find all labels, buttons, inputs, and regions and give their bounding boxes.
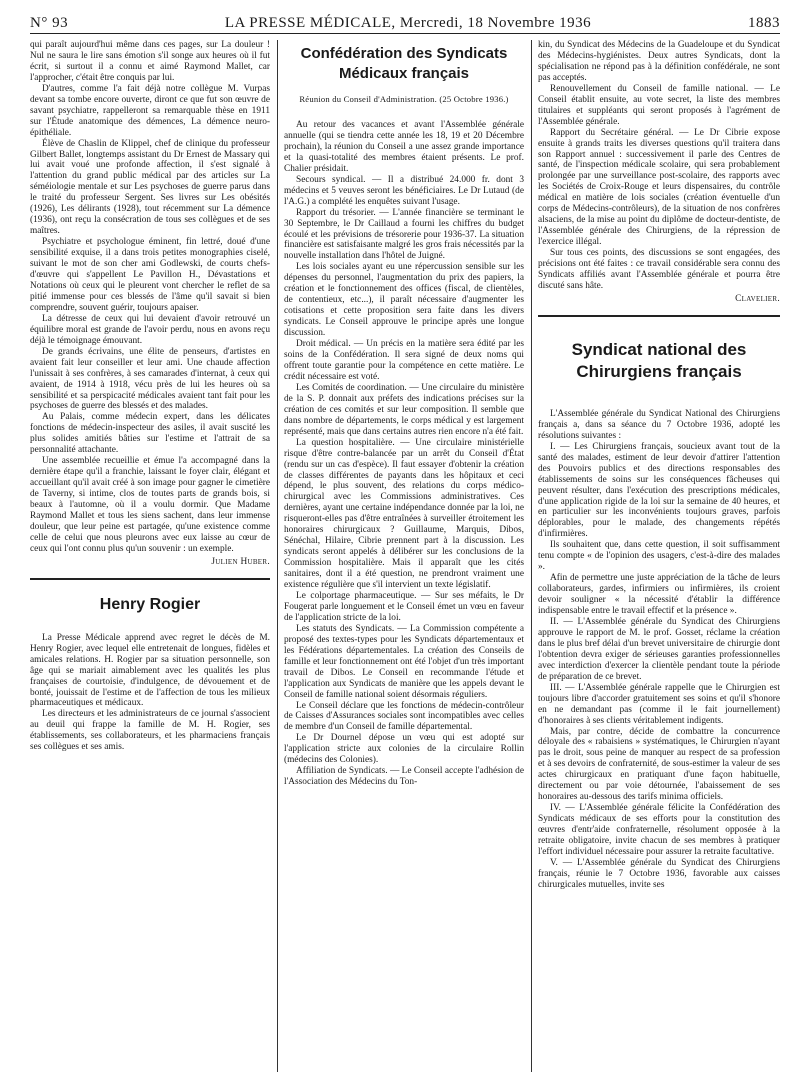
- paragraph: Le Conseil déclare que les fonctions de médecin-contrôleur de Caisses d'Assurances sociales sont incompatibles avec celles de membre d'un Conseil de famille départemental.: [284, 700, 524, 733]
- column-left: [30, 40, 270, 1072]
- header-rule: [30, 33, 780, 34]
- section-title-henry-rogier: Henry Rogier: [99, 595, 201, 613]
- paragraph: La Presse Médicale apprend avec regret le décès de M. Henry Rogier, avec lequel elle entretenait de longues, fidèles et amicales relations. H. Rogier par sa situation personnelle, son âge qui se mariait aimablement avec les qualités les plus françaises de courtoisie, d'indulgence, de dévouement et de bonté, jouissait de l'estime et de l'affection de tous les milieux pharmaceutiques et médicaux.: [30, 632, 270, 709]
- paragraph: Sur tous ces points, des discussions se sont engagées, des précisions ont été faites : ce travail considérable sera connu des Syndicats affiliés avant l'Assemblée générale et pourra être discuté sans hâte.: [538, 248, 780, 291]
- paragraph: La détresse de ceux qui lui devaient d'avoir retrouvé un équilibre moral est grande de l'avoir perdu, nous en avons reçu déjà le témoignage émouvant.: [30, 313, 270, 346]
- column-divider: [531, 40, 532, 1072]
- paragraph: I. — Les Chirurgiens français, soucieux avant tout de la santé des malades, estiment de leur devoir d'attirer l'attention des Pouvoirs publics et des directions responsables des établissements de soins sur les conséquences fâcheuses qui peuvent résulter, dans l'exécution des prescriptions médicales, d'une application rigide de la loi sur la semaine de 40 heures, et en particulier sur les inconvénients toujours graves, parfois déplorables, pour le malade, des changements répétés d'infirmières.: [538, 441, 780, 540]
- paragraph: Rapport du Secrétaire général. — Le Dr Cibrie expose ensuite à grands traits les diverses questions qu'il traitera dans son Rapport annuel : successivement il parle des Centres de santé, de l'inspection médicale scolaire, qui sera probablement prolongée par une surveillance post-scolaire, des rapports avec les Sociétés de Croix-Rouge et leurs dispensaires, du contrôle médical en matière de lois sociales (création éventuelle d'un corps de Médecins-contrôleurs), de la situation de nos confrères alsaciens, de la mise au point du diplôme de docteur-dentiste, de l'Assemblée générale des Chirurgiens, de la répression de l'exercice illégal.: [538, 127, 780, 248]
- journal-title: LA PRESSE MÉDICALE, Mercredi, 18 Novembre 1936: [224, 15, 592, 31]
- paragraph: Élève de Chaslin de Klippel, chef de clinique du professeur Gilbert Ballet, longtemps assistant du Dr Ernest de Massary qui lui avait voué une profonde affection, il s'est signalé à l'attention du grand public médical par des articles sur La séméiologie mentale et sur Les psychoses de guerre parus dans le traité du professeur Sergent. Ses livres sur Les obésités (1926), Les délirants (1928), tout récemment sur La démence (1936), ont reçu la consécration de tous ses collègues et de ses maîtres.: [30, 138, 270, 237]
- paragraph: Secours syndical. — Il a distribué 24.000 fr. dont 3 médecins et 5 veuves seront les bénéficiaires. Le Dr Lutaud (de l'A.G.) a complété les enquêtes suivant l'usage.: [284, 174, 524, 207]
- paragraph: L'Assemblée générale du Syndicat National des Chirurgiens français a, dans sa séance du 7 Octobre 1936, adopté les résolutions suivantes :: [538, 408, 780, 441]
- paragraph: D'autres, comme l'a fait déjà notre collègue M. Vurpas devant sa tombe encore ouverte, diront ce que fut son œuvre de savant psychiatre, rappelleront sa remarquable thèse en 1911 sur l'Étude anatomique des démences, La démence neuro-épithéliale.: [30, 83, 270, 138]
- paragraph: Une assemblée recueillie et émue l'a accompagné dans la dernière étape qu'il a franchie, laissant le foyer clair, élégant et accueillant qu'il avait créé à son image pour gagner le cimetière de Taverny, si intime, clos de toutes parts de grands bois, si beaux à l'automne, où il a voulu dormir. Que Madame Raymond Mallet et tous les siens sachent, dans leur immense douleur, que leur peine est partagée, qu'une existence comme celle de celui que nous pleurons avec eux laisse au cœur de ceux qui l'ont connu plus qu'un souvenir : un exemple.: [30, 456, 270, 554]
- paragraph: qui paraît aujourd'hui même dans ces pages, sur La douleur ! Nul ne saura le lire sans émotion s'il songe aux heures où il fut écrit, si surtout il a connu et aimé Raymond Mallet, car l'approcher, c'était être conquis par lui.: [30, 40, 270, 83]
- paragraph: Psychiatre et psychologue éminent, fin lettré, doué d'une sensibilité exquise, il a dans trois petites monographies ciselé, suivant le mot de son cher ami Godlewski, de courts chefs-d'œuvre qui s'appellent Le Pavillon H., Dévastations et Notations où ceux qui le pleurent vont chercher le reflet de sa pitié immense pour ces blessés de l'âme qu'il savait si bien comprendre, souvent guérir, toujours apaiser.: [30, 237, 270, 313]
- paragraph: Le Dr Dournel dépose un vœu qui est adopté sur l'application stricte aux colonies de la circulaire Rollin (médecins des Colonies).: [284, 733, 524, 766]
- issue-number: N° 93: [30, 15, 69, 31]
- paragraph: kin, du Syndicat des Médecins de la Guadeloupe et du Syndicat des Médecins-hygiénistes. Deux autres Syndicats, dont la spécialisation ne répond pas à la définition confédérale, ne sont pas acceptés.: [538, 40, 780, 83]
- paragraph: Ils souhaitent que, dans cette question, il soit suffisamment tenu compte « de l'opinion des usagers, c'est-à-dire des malades ».: [538, 540, 780, 573]
- article-columns: [30, 40, 780, 1075]
- paragraph: Mais, par contre, décide de combattre la concurrence déloyale des « rabaisiens » systématiques, le Chirurgien n'ayant pas le droit, sous peine de manquer au respect de sa profession et à ses devoirs de confraternité, de sous-estimer la valeur de ses actes chirurgicaux en pratiquant d'une façon habituelle, directement ou par voie détournée, l'abaissement de ses honoraires au-dessous des tarifs minima officiels.: [538, 726, 780, 803]
- paragraph: Droit médical. — Un précis en la matière sera édité par les soins de la Confédération. Il sera signé de deux noms qui offrent toute garantie pour la compétence en cette matière. Le crédit nécessaire est voté.: [284, 339, 524, 382]
- paragraph: II. — L'Assemblée générale du Syndicat des Chirurgiens approuve le rapport de M. le prof. Gosset, réclame la création dans le plus bref délai d'un brevet universitaire de chirurgie dont l'obtention devra exiger de sérieuses garanties professionnelles avec interdiction d'exercer la clientèle pendant toute la période de préparation de ce brevet.: [538, 616, 780, 682]
- column-divider: [277, 40, 278, 1072]
- paragraph: III. — L'Assemblée générale rappelle que le Chirurgien est toujours libre d'accorder gratuitement ses soins et qu'il s'honore en ne demandant pas (comme il le fait journellement) d'honoraires à ses clients véritablement indigents.: [538, 682, 780, 726]
- paragraph: Afin de permettre une juste appréciation de la tâche de leurs collaborateurs, gardes, infirmiers ou infirmières, ils croient devoir souligner « la nécessité d'établir la différence indispensable entre le travail effectif et la présence ».: [538, 573, 780, 617]
- paragraph: De grands écrivains, une élite de penseurs, d'artistes en avaient fait leur conseiller et leur ami. Une chaude affection l'unissait à ses confrères, à ses camarades d'internat, à ceux qui avaient, de 1914 à 1918, vécu près de lui les heures où sa sensibilité et sa perspicacité médicales avaient tant fait pour les psychoses de guerre des blessés et des malades.: [30, 346, 270, 412]
- paragraph: La question hospitalière. — Une circulaire ministérielle risque d'être contre-balancée par un arrêt du Conseil d'État (rendu sur un cas d'espèce). Il faut essayer d'obtenir la création de classes différentes de payants dans les hôpitaux et ceci dépend, le plus souvent, des relations du corps médico-chirurgical avec les Commissions administratives. Ces dernières, ayant une certaine indépendance donnée par la loi, ne risqueront-elles pas d'être entraînées à surveiller étroitement les honoraires chirurgicaux ? Guillaume, Marquis, Dibos, Sénéchal, Hilaire, Cibrie prennent part à la discussion. Les syndicats seront appelés à délibérer sur les conclusions de la Commission hospitalière. Mais il apparaît que les cités sanitaires, dont il a été question, ne prendront vraiment une existence régulière que s'il intervient un texte législatif.: [284, 437, 524, 591]
- author-signature: Julien Huber.: [211, 556, 270, 567]
- paragraph: Le colportage pharmaceutique. — Sur ses méfaits, le Dr Fougerat parle longuement et le Conseil émet un vœu en faveur de l'application stricte de la loi.: [284, 590, 524, 623]
- section-separator: [538, 315, 780, 317]
- paragraph: Affiliation de Syndicats. — Le Conseil accepte l'adhésion de l'Association des Médecins du Ton-: [284, 766, 524, 788]
- page-header: [30, 8, 780, 32]
- paragraph: Les Comités de coordination. — Une circulaire du ministère de la S. P. donnait aux préfets des indications précises sur la création de ces comités et sur leur composition. Il semble que dans nombre de départements, le corps médical y est largement représenté, mais que dans certains autres rien encore n'a été fait.: [284, 382, 524, 437]
- paragraph: Les statuts des Syndicats. — La Commission compétente a proposé des textes-types pour les Syndicats départementaux et les Fédérations départementales. La création des Conseils de famille et leur fonctionnement ont été l'objet d'un très important travail de Dibos. Le Conseil en recommande l'étude et l'application aux Syndicats de manière que les appels devant le Conseil de famille national soient désormais réguliers.: [284, 623, 524, 700]
- paragraph: V. — L'Assemblée générale du Syndicat des Chirurgiens français, réunie le 7 Octobre 1936, favorable aux caisses chirurgicales mutuelles, invite ses: [538, 857, 780, 890]
- column-middle: [284, 40, 524, 1072]
- paragraph: IV. — L'Assemblée générale félicite la Confédération des Syndicats médicaux de ses efforts pour la constitution des œuvres d'entr'aide confraternelle, résolument opposée à la retraite obligatoire, invite chacun de ses membres à pratiquer l'effort individuel nécessaire pour assurer la retraite facultative.: [538, 803, 780, 857]
- paragraph: Rapport du trésorier. — L'année financière se terminant le 30 Septembre, le Dr Caillaud a fourni les chiffres du budget écoulé et les prévisions de trésorerie pour 1936-37. La situation financière est satisfaisante malgré les gros frais nécessités par la nouvelle installation dans l'hôtel de Juigné.: [284, 207, 524, 262]
- paragraph: Au Palais, comme médecin expert, dans les délicates fonctions de médecin-inspecteur des asiles, il avait suscité les plus solides amitiés bâties sur l'estime et l'attrait de sa personnalité attachante.: [30, 412, 270, 456]
- paragraph: Les directeurs et les administrateurs de ce journal s'associent au deuil qui frappe la famille de M. H. Rogier, ses établissements, ses collaborateurs, et les pharmaciens français ses collègues et ses amis.: [30, 709, 270, 753]
- section-title-syndicat-chirurgiens: Syndicat national des Chirurgiens français: [571, 339, 747, 381]
- column-right: [538, 40, 780, 1072]
- author-signature: Clavelier.: [735, 293, 780, 304]
- paragraph: Les lois sociales ayant eu une répercussion sensible sur les dépenses du personnel, l'augmentation du prix des papiers, la création et le fonctionnement des offices (fiscal, de clientèles, de contentieux, etc...), il paraît nécessaire d'augmenter les cotisations et cette proposition sera faite dans les divers syndicats. Le Conseil approuve le principe après une longue discussion.: [284, 262, 524, 339]
- section-subtitle: Réunion du Conseil d'Administration. (25 Octobre 1936.): [299, 94, 509, 104]
- page-number: 1883: [747, 15, 780, 31]
- paragraph: Renouvellement du Conseil de famille national. — Le Conseil établit ensuite, au vote secret, la liste des membres titulaires et suppléants qui seront proposés à l'agrément de l'Assemblée générale.: [538, 83, 780, 127]
- paragraph: Au retour des vacances et avant l'Assemblée générale annuelle (qui se tiendra cette année les 18, 19 et 20 Décembre prochain), la réunion du Conseil a une assez grande importance et la quasi-totalité des membres étaient présents. Le prof. Chalier présidait.: [284, 120, 524, 174]
- section-title-confederation: Confédération des Syndicats Médicaux français: [300, 45, 508, 82]
- section-separator: [30, 578, 270, 580]
